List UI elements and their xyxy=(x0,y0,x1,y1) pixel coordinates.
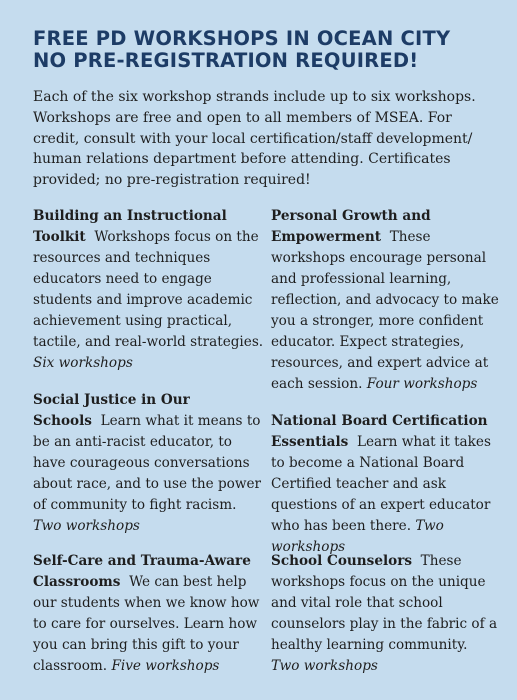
strand-count: Five workshops xyxy=(111,658,220,674)
strand-body: These workshops focus on the unique and vital role that school counselors play in the fabric of a healthy learning community. xyxy=(271,553,498,653)
headline-line-1: FREE PD WORKSHOPS IN OCEAN CITY xyxy=(33,27,451,50)
headline xyxy=(33,28,499,72)
strand-social-justice xyxy=(33,390,265,537)
strand-title: National Board Certification Essentials xyxy=(271,413,488,450)
strand-count: Four workshops xyxy=(366,376,478,392)
strand-count: Two workshops xyxy=(33,518,140,534)
strand-title: Social Justice in Our Schools xyxy=(33,392,190,429)
strand-body: Workshops focus on the resources and techniques educators need to engage students and improve academic achievement using practical, tactile, and real-world strategies. xyxy=(33,229,264,350)
strand-body: These workshops encourage personal and professional learning, reflection, and advocacy to make you a stronger, more confident educator. Expect strategies, resources, and expert advice at each session. xyxy=(271,229,499,392)
strand-instructional-toolkit xyxy=(33,206,265,374)
strand-body: We can best help our students when we know how to care for ourselves. Learn how you can bring this gift to your classroom. xyxy=(33,574,260,674)
strand-personal-growth xyxy=(271,206,501,395)
strand-title: Self-Care and Trauma-Aware Classrooms xyxy=(33,553,251,590)
strand-self-care xyxy=(33,551,265,677)
strand-school-counselors xyxy=(271,551,501,677)
headline-line-2: NO PRE-REGISTRATION REQUIRED! xyxy=(33,49,419,72)
strand-body: Learn what it takes to become a National Board Certified teacher and ask questions of an expert educator who has been there. xyxy=(271,434,491,534)
strand-title: Building an Instructional Toolkit xyxy=(33,208,227,245)
strand-title: School Counselors xyxy=(271,553,413,569)
strand-title: Personal Growth and Empowerment xyxy=(271,208,431,245)
strand-body: Learn what it means to be an anti-racist educator, to have courageous conversations about race, and to use the power of community to fight racism. xyxy=(33,413,262,513)
intro-paragraph: Each of the six workshop strands include up to six workshops. Workshops are free and open to all members of MSEA. For credit, consult with your local certification/staff development/ human relations department before attending. Certificates provided; no pre-registration required! xyxy=(33,89,476,189)
strand-national-board xyxy=(271,411,501,558)
strand-count: Six workshops xyxy=(33,355,133,371)
strand-count: Two workshops xyxy=(271,518,444,555)
strand-count: Two workshops xyxy=(271,658,378,674)
